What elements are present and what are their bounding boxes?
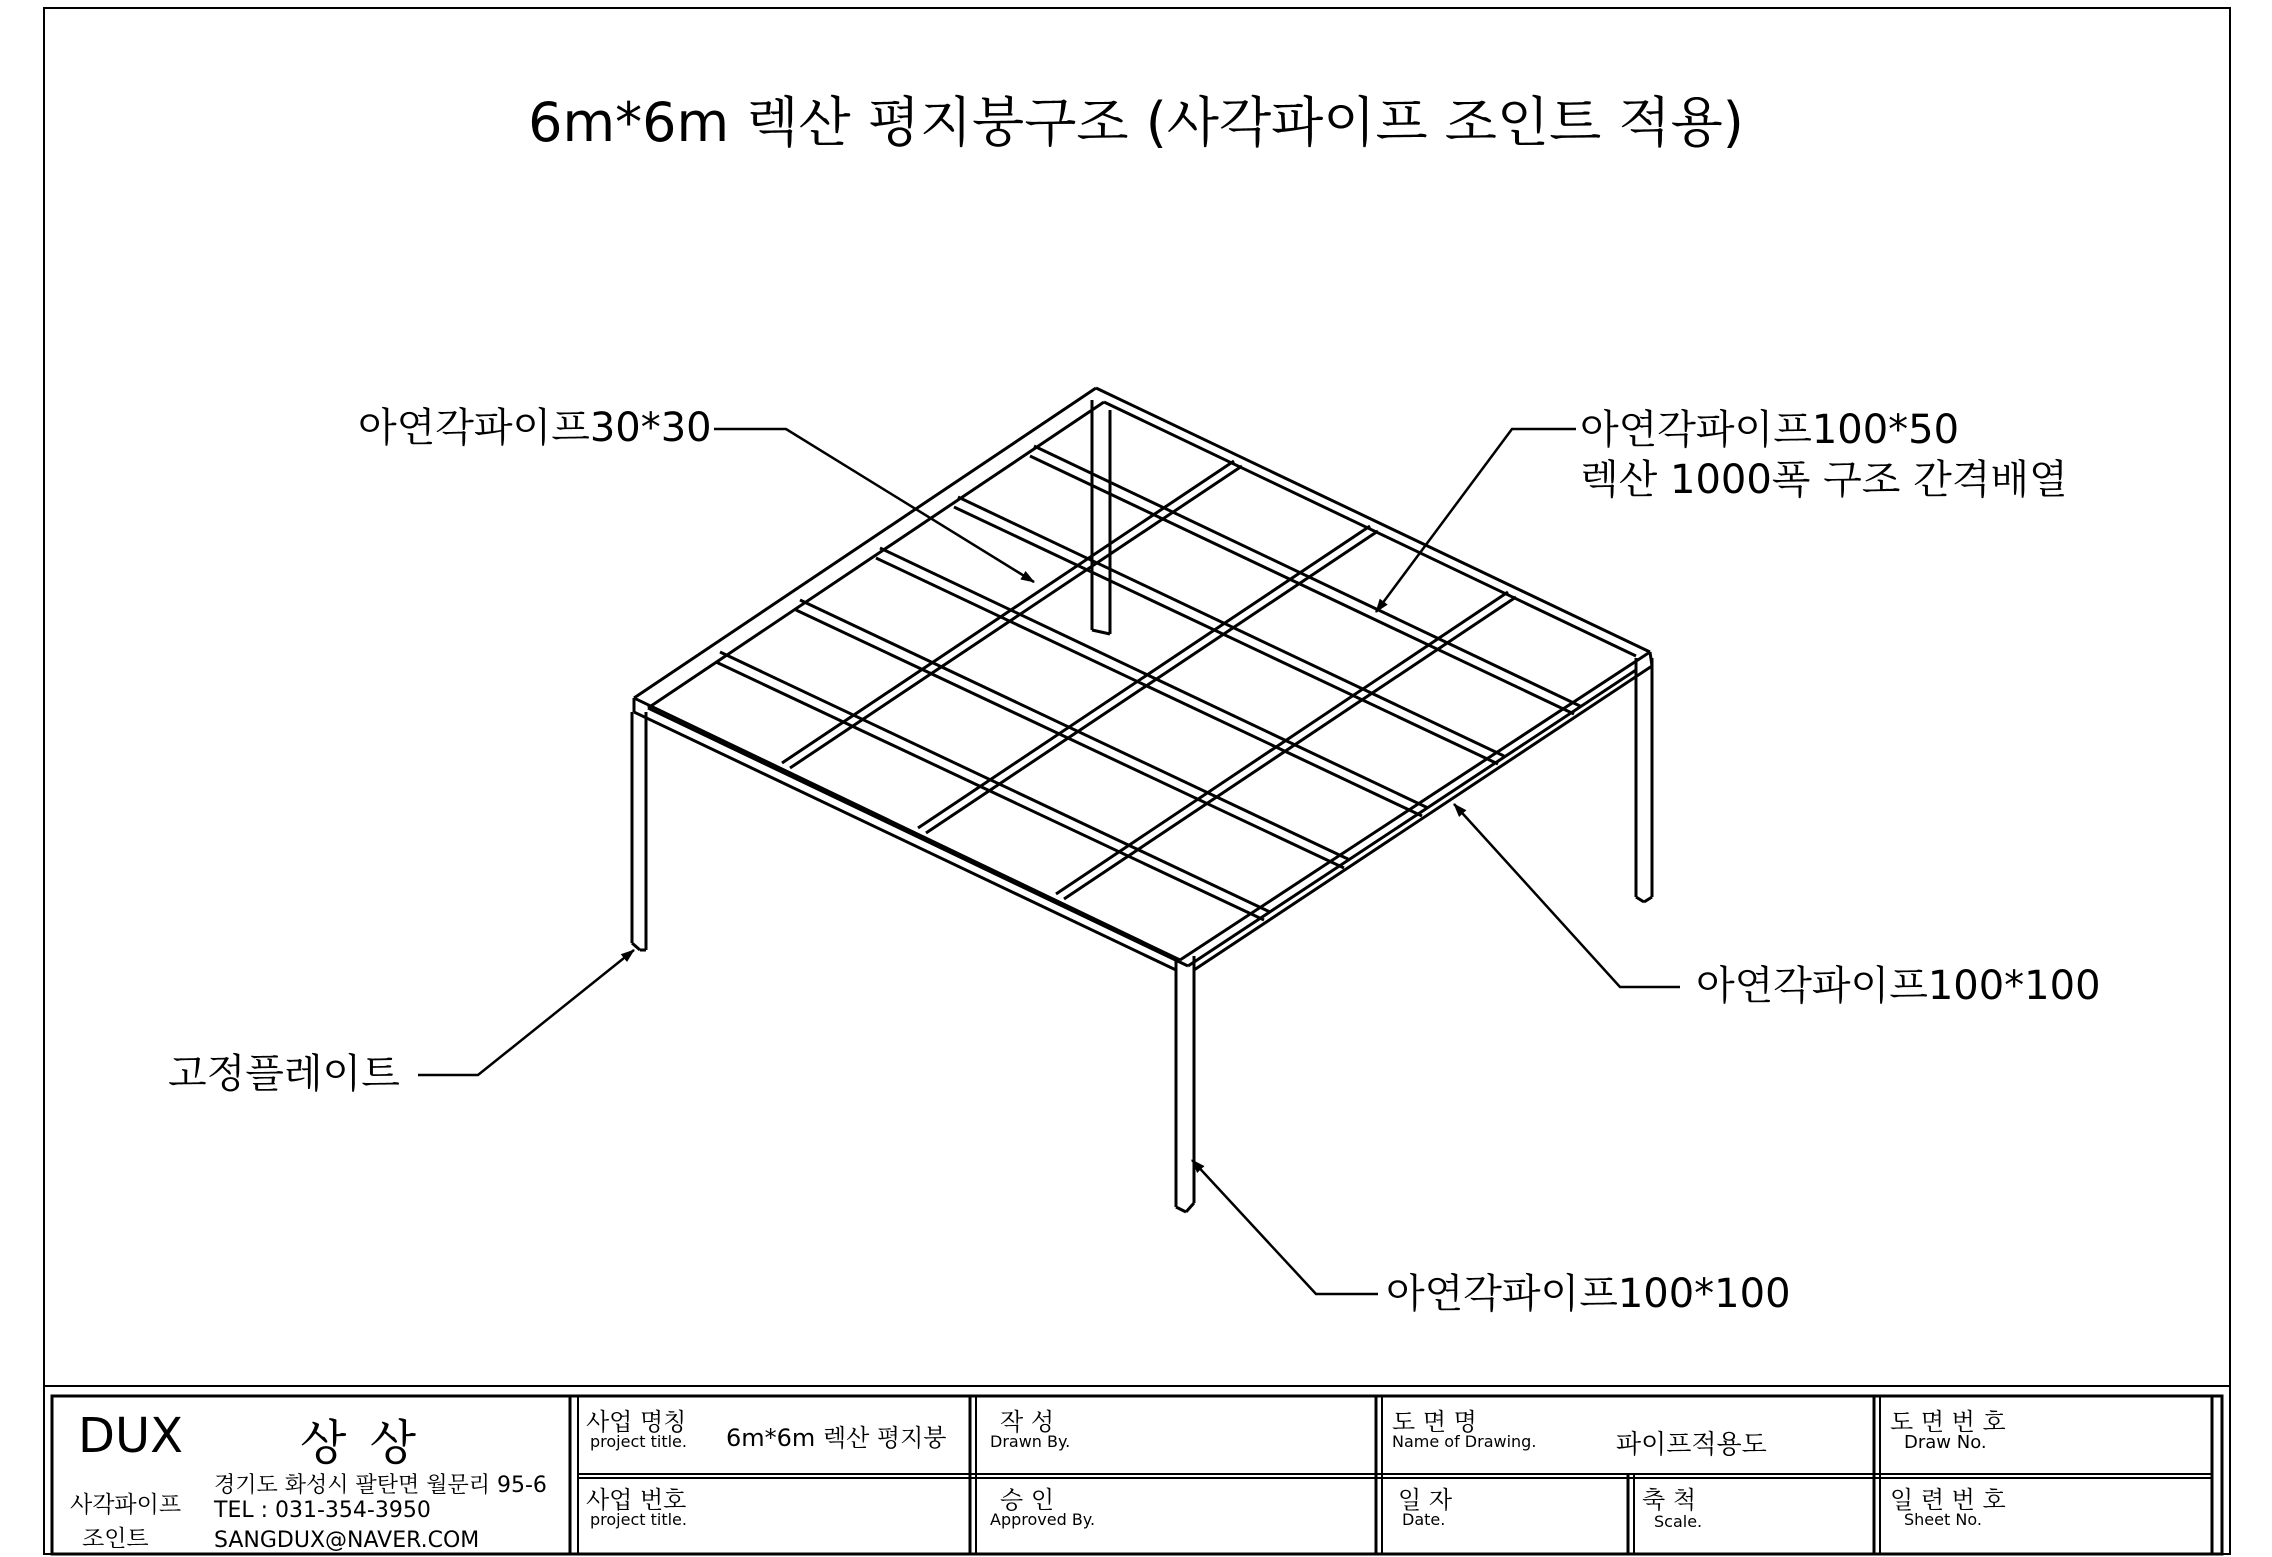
company-name: DUX — [78, 1408, 183, 1464]
approved-sublabel: Approved By. — [990, 1510, 1096, 1529]
drawn-sublabel: Drawn By. — [990, 1432, 1071, 1451]
project-name-label: 사업 명칭 — [586, 1408, 687, 1436]
product-line-2: 조인트 — [82, 1526, 149, 1552]
date-sublabel: Date. — [1402, 1510, 1446, 1529]
scale-label: 축 척 — [1642, 1486, 1696, 1514]
label-fixing-plate: 고정플레이트 — [168, 1051, 400, 1097]
leader-fixing-plate — [418, 950, 634, 1075]
drawing-no-label: 도 면 번 호 — [1890, 1408, 2006, 1436]
drawing-name-sublabel: Name of Drawing. — [1392, 1432, 1537, 1451]
product-line-1: 사각파이프 — [70, 1492, 182, 1518]
drawing-no-sublabel: Draw No. — [1904, 1432, 1987, 1453]
label-post-100x100: 아연각파이프100*100 — [1386, 1271, 1791, 1317]
drawing-name-value: 파이프적용도 — [1616, 1430, 1767, 1460]
label-beam-spacing: 렉산 1000폭 구조 간격배열 — [1580, 457, 2068, 503]
sheet-border — [44, 8, 2230, 1554]
approved-label: 승 인 — [1000, 1486, 1054, 1514]
back-post — [1092, 400, 1110, 634]
project-name-value: 6m*6m 렉산 평지붕 — [726, 1424, 947, 1452]
leader-purlin-30 — [714, 429, 1034, 582]
company-email: SANGDUX@NAVER.COM — [214, 1528, 480, 1553]
date-label: 일 자 — [1398, 1486, 1452, 1514]
sheet-no-sublabel: Sheet No. — [1904, 1510, 1982, 1529]
company-korean-name: 상 상 — [300, 1415, 420, 1471]
company-tel: TEL : 031-354-3950 — [214, 1498, 431, 1523]
label-beam-100x50: 아연각파이프100*50 — [1580, 407, 1960, 453]
project-no-sublabel: project title. — [590, 1510, 687, 1529]
leader-post-100x100 — [1192, 1160, 1378, 1294]
company-address: 경기도 화성시 팔탄면 월문리 95-6 — [214, 1473, 547, 1498]
drawing-name-label: 도 면 명 — [1392, 1408, 1477, 1436]
sheet-no-label: 일 련 번 호 — [1890, 1486, 2006, 1514]
drawn-label: 작 성 — [1000, 1408, 1054, 1436]
label-purlin-30: 아연각파이프30*30 — [358, 405, 712, 451]
front-post — [1176, 968, 1194, 1212]
left-post — [632, 712, 646, 950]
right-post — [1636, 658, 1652, 902]
leader-beam-100x50 — [1376, 429, 1576, 612]
roof-structure — [632, 388, 1652, 1212]
scale-sublabel: Scale. — [1654, 1512, 1703, 1531]
project-name-sublabel: project title. — [590, 1432, 687, 1451]
leader-frame-100x100 — [1454, 804, 1680, 987]
project-no-label: 사업 번호 — [586, 1486, 687, 1514]
label-frame-100x100: 아연각파이프100*100 — [1696, 963, 2101, 1009]
drawing-title: 6m*6m 렉산 평지붕구조 (사각파이프 조인트 적용) — [528, 91, 1744, 154]
leader-lines — [418, 429, 1680, 1294]
